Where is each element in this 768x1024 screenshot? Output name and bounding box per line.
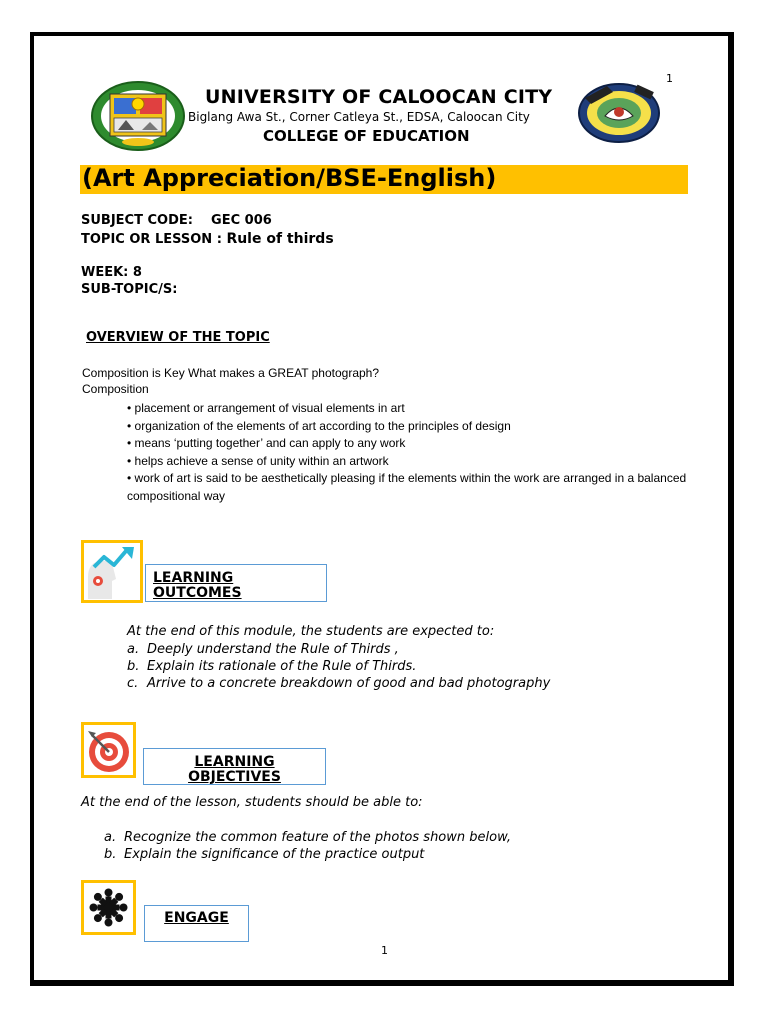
objectives-label-line2: OBJECTIVES bbox=[188, 769, 281, 785]
outcomes-icon-frame bbox=[81, 540, 143, 603]
topic-line bbox=[81, 231, 334, 247]
college-name: COLLEGE OF EDUCATION bbox=[263, 127, 470, 145]
list-item: a. Deeply understand the Rule of Thirds , bbox=[127, 642, 399, 657]
list-item: c. Arrive to a concrete breakdown of good and bad photography bbox=[127, 676, 551, 691]
overview-intro: Composition is Key What makes a GREAT photograph? bbox=[82, 366, 380, 380]
objectives-label-box bbox=[143, 748, 326, 785]
course-title: (Art Appreciation/BSE-English) bbox=[82, 164, 497, 192]
college-seal-icon bbox=[577, 82, 661, 144]
list-item: • organization of the elements of art according to the principles of design bbox=[127, 418, 511, 433]
engage-label-box bbox=[144, 905, 249, 942]
topic-value: Rule of thirds bbox=[226, 231, 334, 247]
list-item: b. Explain the significance of the practice output bbox=[104, 847, 425, 862]
outcomes-label-line2: OUTCOMES bbox=[153, 585, 242, 601]
growth-chart-head-icon bbox=[84, 543, 140, 600]
week-line: WEEK: 8 bbox=[81, 265, 142, 280]
subject-code: SUBJECT CODE: GEC 006 bbox=[81, 213, 272, 228]
engage-icon-frame bbox=[81, 880, 136, 935]
objectives-list bbox=[104, 829, 511, 863]
engage-label: ENGAGE bbox=[164, 910, 229, 926]
list-item: a. Recognize the common feature of the photos shown below, bbox=[104, 830, 512, 845]
topic-label: TOPIC OR LESSON : bbox=[81, 232, 227, 247]
page-number-bottom: 1 bbox=[381, 944, 388, 957]
page-number-top: 1 bbox=[666, 72, 673, 85]
overview-composition: Composition bbox=[82, 382, 149, 396]
objectives-label-line1: LEARNING bbox=[194, 754, 275, 770]
overview-bullet-list bbox=[127, 400, 687, 506]
list-item: • means ‘putting together’ and can apply to any work bbox=[127, 436, 406, 451]
people-circle-icon bbox=[84, 883, 133, 932]
outcomes-list bbox=[127, 641, 550, 692]
list-item: b. Explain its rationale of the Rule of Thirds. bbox=[127, 659, 417, 674]
list-item: • placement or arrangement of visual elements in art bbox=[127, 401, 405, 415]
list-item: • work of art is said to be aesthetically pleasing if the elements within the work are arranged in a balanced compositional way bbox=[127, 471, 687, 503]
subtopics-line: SUB-TOPIC/S: bbox=[81, 282, 178, 297]
objectives-intro: At the end of the lesson, students should be able to: bbox=[81, 795, 423, 810]
overview-heading: OVERVIEW OF THE TOPIC bbox=[86, 330, 270, 345]
list-item: • helps achieve a sense of unity within an artwork bbox=[127, 453, 389, 468]
university-seal-icon bbox=[90, 80, 186, 152]
objectives-icon-frame bbox=[81, 722, 136, 778]
university-address: Biglang Awa St., Corner Catleya St., EDSA, Caloocan City bbox=[188, 110, 530, 124]
outcomes-intro: At the end of this module, the students are expected to: bbox=[127, 624, 495, 639]
target-dart-icon bbox=[84, 725, 133, 775]
university-name: UNIVERSITY OF CALOOCAN CITY bbox=[205, 86, 553, 108]
outcomes-label-box bbox=[145, 564, 327, 602]
outcomes-label-line1: LEARNING bbox=[153, 570, 234, 586]
